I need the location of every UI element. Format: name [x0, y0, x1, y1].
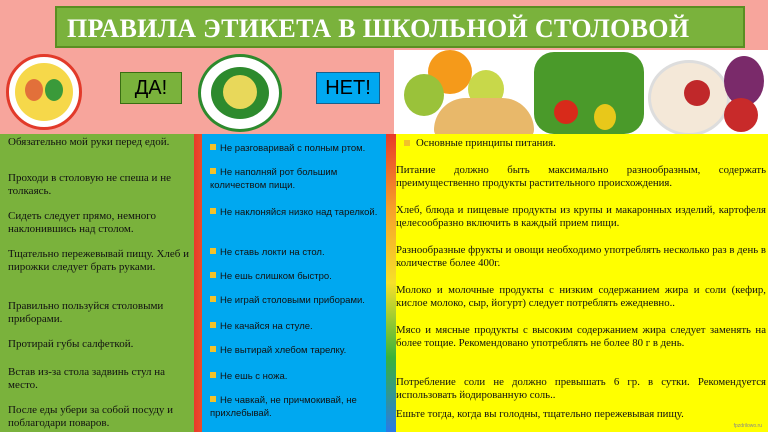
apple-icon: [724, 98, 758, 132]
list-item: Разнообразные фрукты и овощи необходимо употреблять несколько раз в день в количестве более 400г.: [396, 244, 766, 269]
list-item: Протирай губы салфеткой.: [8, 338, 134, 350]
pepper-icon: [594, 104, 616, 130]
list-item: [210, 206, 386, 219]
list-item: [210, 142, 386, 155]
title-banner: [55, 6, 745, 48]
list-item: [210, 294, 386, 307]
globe-icon: [223, 75, 257, 109]
list-item: Хлеб, блюда и пищевые продукты из крупы и макаронных изделий, картофеля целесообразно включить в каждый прием пищи.: [396, 204, 766, 229]
dont-list: [202, 134, 386, 432]
bullet-icon: [210, 168, 216, 174]
list-item: [210, 370, 386, 383]
bullet-icon: [210, 208, 216, 214]
list-item: [210, 270, 386, 283]
list-item: [210, 246, 386, 259]
list-item: Правильно пользуйся столовыми приборами.: [8, 300, 164, 325]
list-item-text: Не качайся на стуле.: [220, 321, 313, 332]
list-item: Тщательно пережевывай пищу. Хлеб и пирожки следует брать руками.: [8, 248, 190, 273]
do-list: [0, 134, 194, 432]
list-item: Сидеть следует прямо, немного наклонившись над столом.: [8, 210, 157, 235]
tomato-icon: [554, 100, 578, 124]
no-label: НЕТ!: [316, 72, 380, 104]
bullet-icon: [210, 372, 216, 378]
list-item: [210, 166, 386, 192]
bullet-icon: [210, 248, 216, 254]
list-item-text: Не наклоняйся низко над тарелкой.: [220, 207, 378, 218]
list-item: Проходи в столовую не спеша и не толкаясь.: [8, 172, 171, 197]
page-title: ПРАВИЛА ЭТИКЕТА В ШКОЛЬНОЙ СТОЛОВОЙ: [67, 14, 690, 43]
cereal-bowl-icon: [434, 98, 534, 134]
list-item-text: Не чавкай, не причмокивай, не прихлебывай.: [210, 395, 357, 419]
list-item-text: Не вытирай хлебом тарелку.: [220, 345, 347, 356]
bullet-icon: [210, 144, 216, 150]
bullet-icon: [210, 296, 216, 302]
list-item: Встав из-за стола задвинь стул на место.: [8, 366, 166, 391]
food-photo: [394, 50, 768, 134]
bullet-icon: [210, 396, 216, 402]
list-item-text: Не наполняй рот большим количеством пищи.: [210, 167, 338, 191]
rainbow-border: [386, 134, 396, 432]
list-item: После еды убери за собой посуду и поблагодари поваров.: [8, 404, 174, 429]
list-item: [210, 394, 386, 420]
principles-heading: Основные принципы питания.: [416, 137, 556, 149]
list-item-text: Не ешь слишком быстро.: [220, 271, 332, 282]
kid-icon: [45, 79, 63, 101]
list-item: [210, 320, 386, 333]
yes-label: ДА!: [120, 72, 182, 104]
kid-icon: [25, 79, 43, 101]
list-item-text: Не играй столовыми приборами.: [220, 295, 365, 306]
list-item: [210, 344, 386, 357]
bullet-icon: [210, 346, 216, 352]
apple-icon: [404, 74, 444, 116]
list-item-text: Не ешь с ножа.: [220, 371, 288, 382]
list-item: Потребление соли не должно превышать 6 гр. в сутки. Рекомендуется использовать йодированную соль..: [396, 376, 766, 401]
list-item: Ешьте тогда, когда вы голодны, тщательно пережевывая пищу.: [396, 408, 684, 420]
bullet-icon: [210, 322, 216, 328]
list-item: Обязательно мой руки перед едой.: [8, 136, 170, 148]
vegetables-icon: [534, 52, 644, 134]
list-item: Питание должно быть максимально разнообразным, содержать преимущественно продукты растительного происхождения.: [396, 164, 766, 189]
healthy-nutrition-logo: [198, 54, 282, 132]
bullet-icon: [210, 272, 216, 278]
logo-ring-icon: [15, 63, 73, 121]
list-item: Молоко и молочные продукты с низким содержанием жира и соли (кефир, кислое молоко, сыр, йогурт) следует потреблять ежедневно..: [396, 284, 766, 309]
principles-list: [396, 134, 768, 432]
berries-icon: [684, 80, 710, 106]
bullet-icon: [404, 140, 410, 146]
watermark: fpzdrilowo.ru: [733, 423, 762, 429]
school-nutrition-logo: [6, 54, 82, 130]
list-item-text: Не разговаривай с полным ртом.: [220, 143, 366, 154]
list-item-text: Не ставь локти на стол.: [220, 247, 325, 258]
list-item: Мясо и мясные продукты с высоким содержанием жира следует заменять на более тощие. Рекомендовано употреблять не более 80 г в день.: [396, 324, 766, 349]
